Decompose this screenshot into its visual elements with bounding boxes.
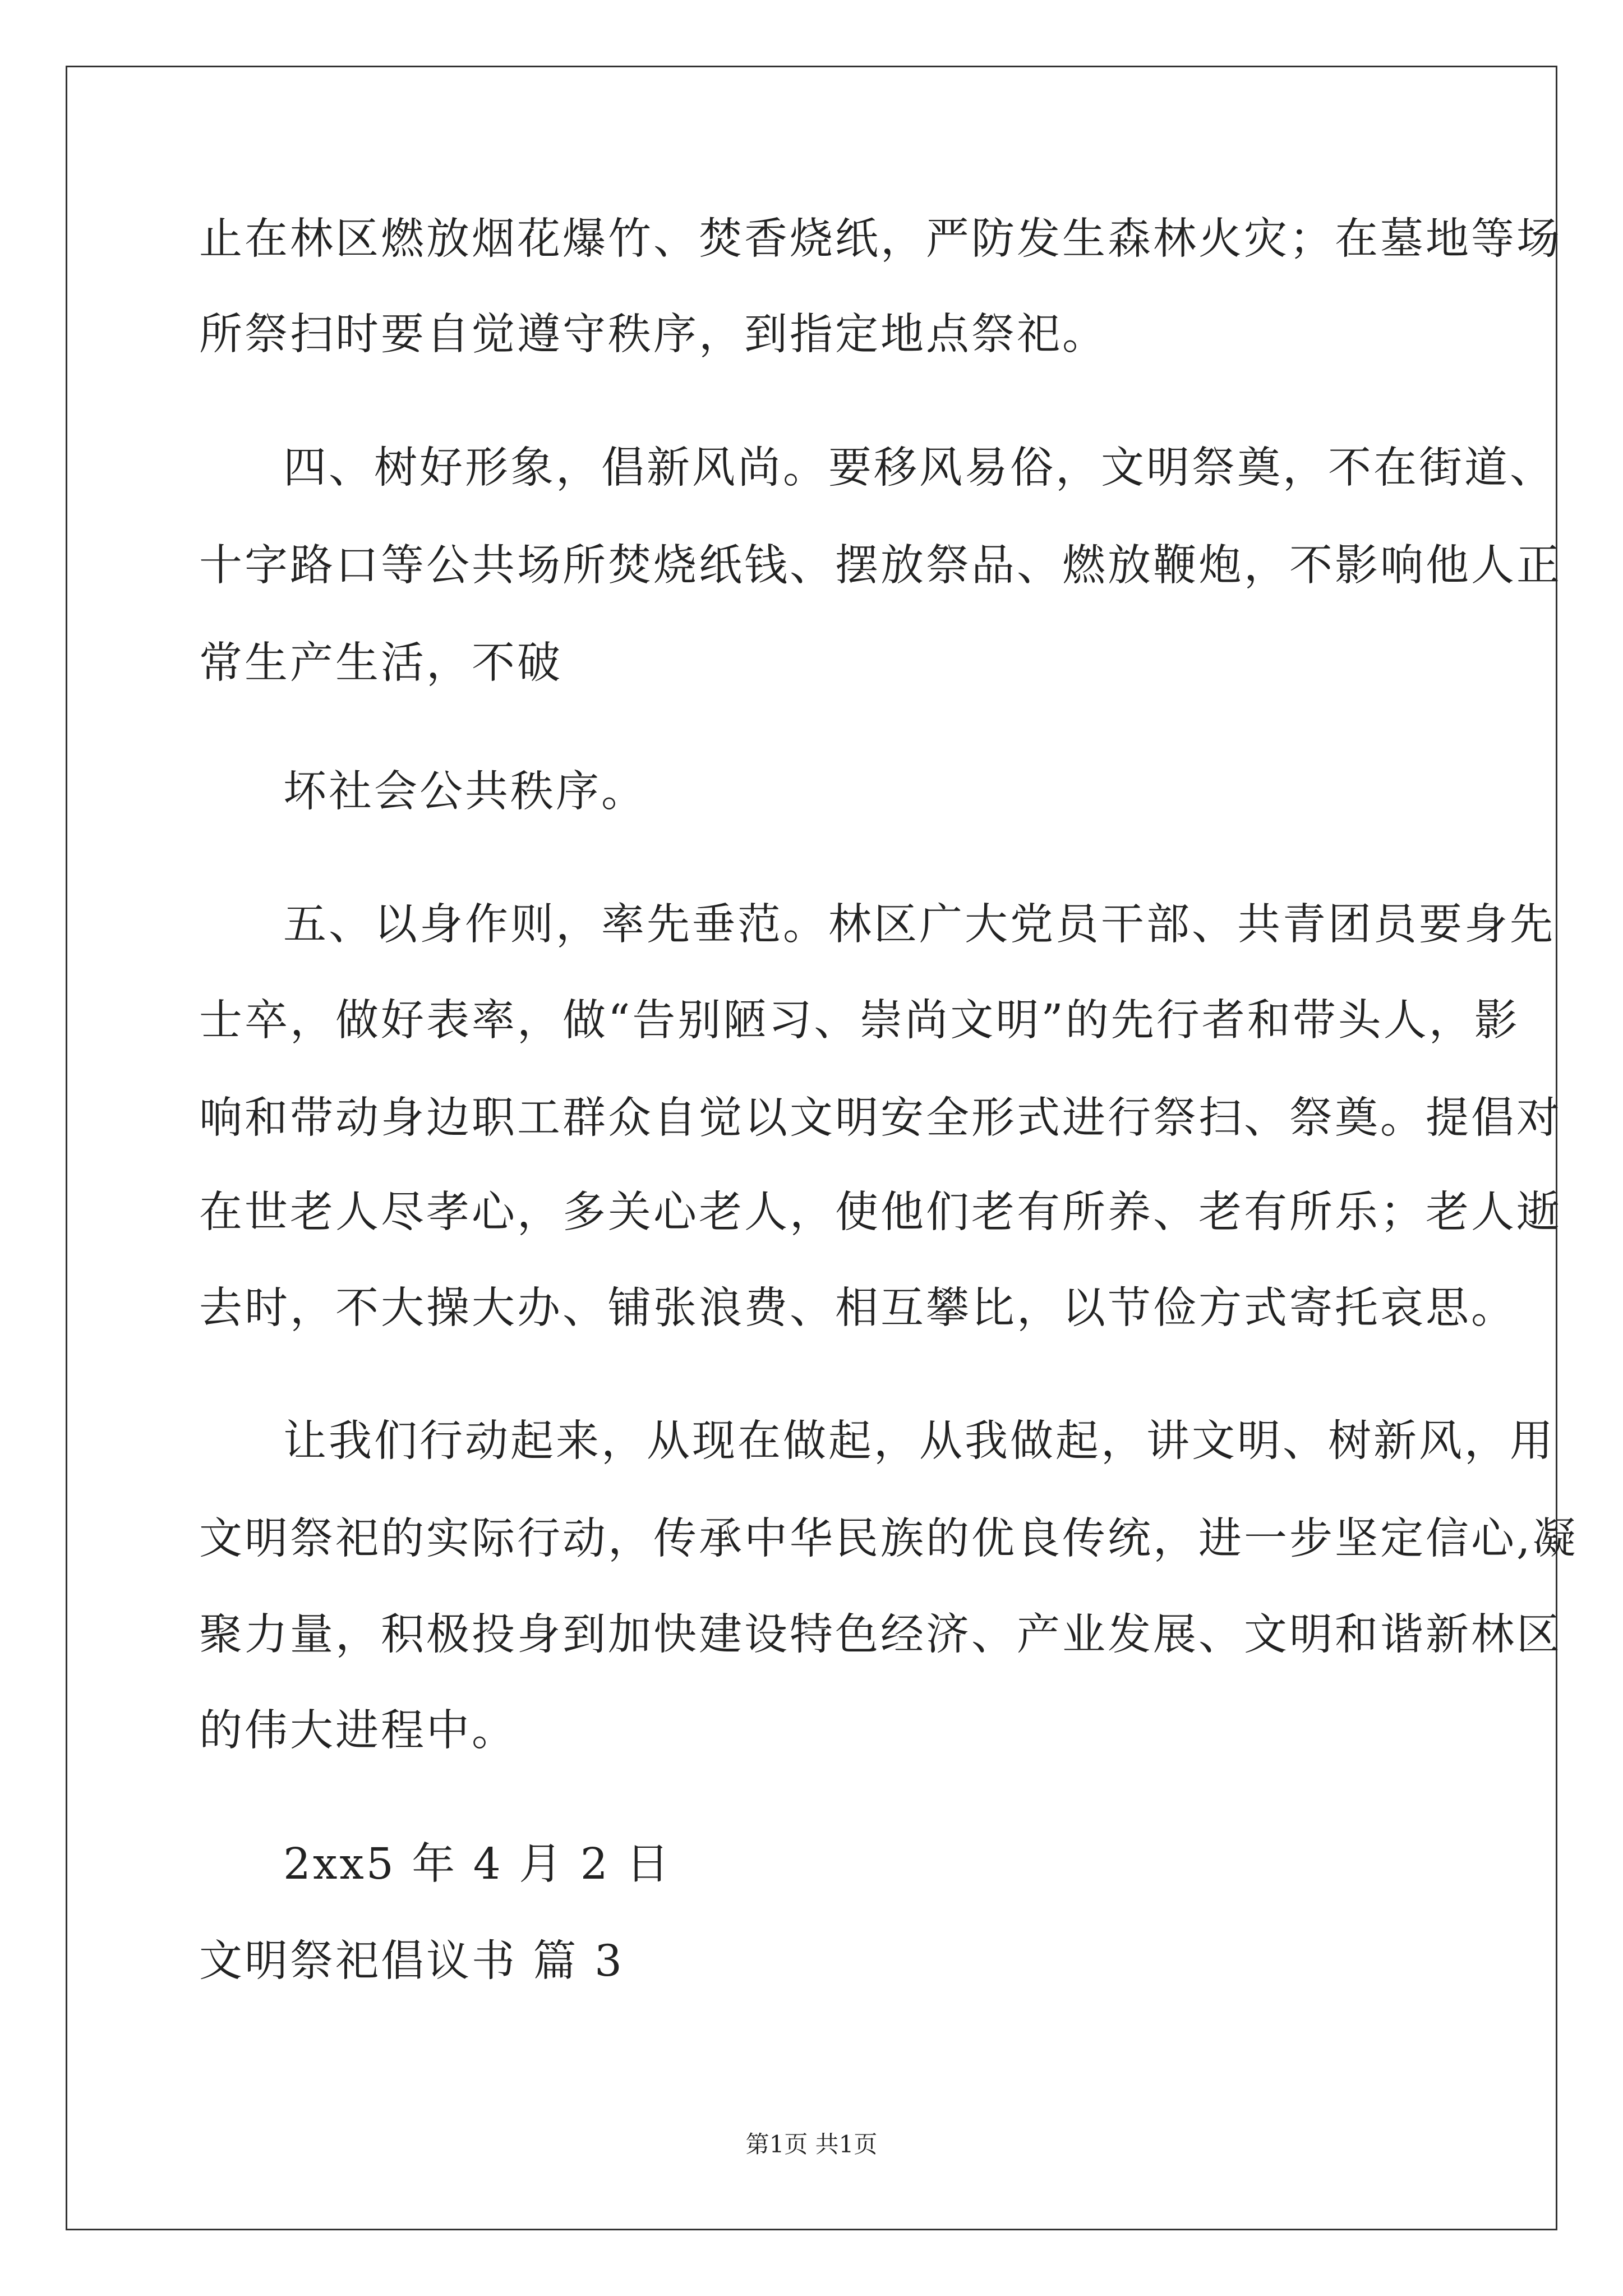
text-line: 十字路口等公共场所焚烧纸钱、摆放祭品、燃放鞭炮，不影响他人正 xyxy=(199,541,1562,591)
paragraph-start-line: 坏社会公共秩序。 xyxy=(283,767,647,817)
section-heading: 文明祭祀倡议书 篇 3 xyxy=(199,1936,624,1986)
paragraph-start-line: 让我们行动起来，从现在做起，从我做起，讲文明、树新风，用 xyxy=(283,1416,1555,1466)
text-line: 聚力量，积极投身到加快建设特色经济、产业发展、文明和谐新林区 xyxy=(199,1610,1562,1660)
paragraph-start-line: 四、树好形象，倡新风尚。要移风易俗，文明祭奠，不在街道、 xyxy=(283,443,1555,493)
text-line: 士卒，做好表率，做“告别陋习、崇尚文明”的先行者和带头人，影 xyxy=(199,996,1520,1046)
text-line: 文明祭祀的实际行动，传承中华民族的优良传统，进一步坚定信心,凝 xyxy=(199,1514,1578,1564)
page-footer: 第1页 共1页 xyxy=(745,2131,878,2158)
text-line: 常生产生活，不破 xyxy=(199,638,562,688)
text-line: 在世老人尽孝心，多关心老人，使他们老有所养、老有所乐；老人逝 xyxy=(199,1188,1562,1237)
page-border xyxy=(66,66,1557,2230)
date-line: 2xx5 年 4 月 2 日 xyxy=(283,1839,672,1889)
text-line: 的伟大进程中。 xyxy=(199,1706,517,1756)
text-line: 止在林区燃放烟花爆竹、焚香烧纸，严防发生森林火灾；在墓地等场 xyxy=(199,214,1562,264)
text-line: 响和带动身边职工群众自觉以文明安全形式进行祭扫、祭奠。提倡对 xyxy=(199,1093,1562,1143)
text-line: 所祭扫时要自觉遵守秩序，到指定地点祭祀。 xyxy=(199,310,1108,360)
text-line: 去时，不大操大办、铺张浪费、相互攀比，以节俭方式寄托哀思。 xyxy=(199,1283,1516,1333)
paragraph-start-line: 五、以身作则，率先垂范。林区广大党员干部、共青团员要身先 xyxy=(283,900,1555,950)
